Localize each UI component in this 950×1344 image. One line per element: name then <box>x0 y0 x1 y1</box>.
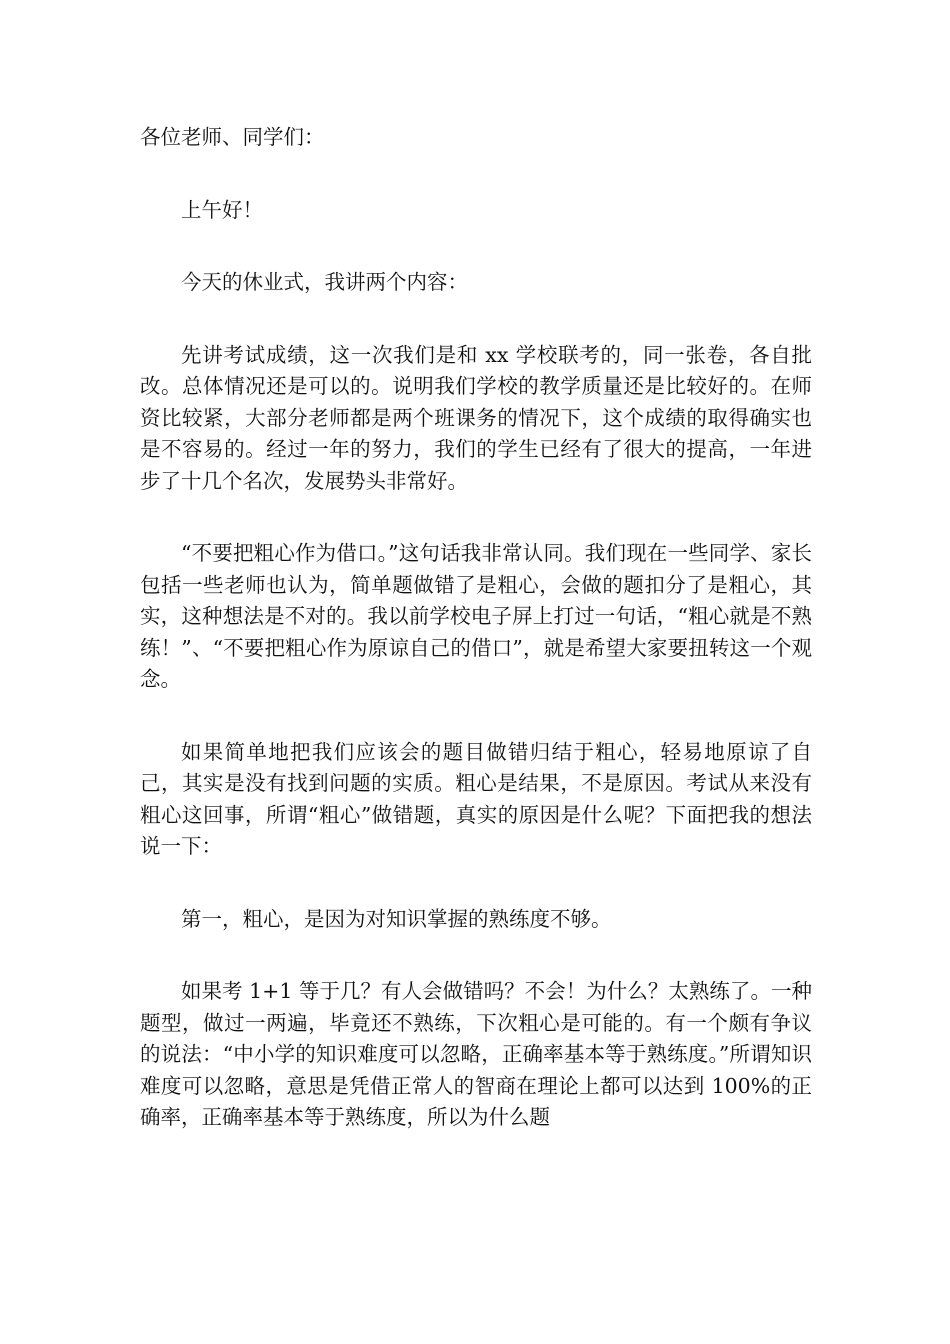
document-body <box>140 122 812 1175</box>
paragraph-greeting: 上午好！ <box>181 197 263 222</box>
paragraph-proficiency: 如果考 1+1 等于几？有人会做错吗？不会！为什么？太熟练了。一种题型，做过一两遍，毕竟还不熟练，下次粗心是可能的。有一个颇有争议的说法：“中小学的知识难度可以忽略，正确率基本等于熟练度。”所谓知识难度可以忽略，意思是凭借正常人的智商在理论上都可以达到 100%的正确率，正确率基本等于熟练度，所以为什么题 <box>140 979 812 1129</box>
paragraph-root-cause: 如果简单地把我们应该会的题目做错归结于粗心，轻易地原谅了自己，其实是没有找到问题的实质。粗心是结果，不是原因。考试从来没有粗心这回事，所谓“粗心”做错题，真实的原因是什么呢？下面把我的想法说一下： <box>140 739 812 858</box>
salutation: 各位老师、同学们： <box>140 125 325 149</box>
paragraph-intro: 今天的休业式，我讲两个内容： <box>181 270 468 294</box>
paragraph-point-one: 第一，粗心，是因为对知识掌握的熟练度不够。 <box>181 906 612 931</box>
paragraph-exam-results: 先讲考试成绩，这一次我们是和 xx 学校联考的，同一张卷，各自批改。总体情况还是可以的。说明我们学校的教学质量还是比较好的。在师资比较紧，大部分老师都是两个班课务的情况下，这个成绩的取得确实也是不容易的。经过一年的努力，我们的学生已经有了很大的提高，一年进步了十几个名次，发展势头非常好。 <box>140 342 812 493</box>
paragraph-carelessness-excuse: “不要把粗心作为借口。”这句话我非常认同。我们现在一些同学、家长包括一些老师也认为，简单题做错了是粗心，会做的题扣分了是粗心，其实，这种想法是不对的。我以前学校电子屏上打过一句话，“粗心就是不熟练！”、“不要把粗心作为原谅自己的借口”，就是希望大家要扭转这一个观念。 <box>140 541 812 691</box>
